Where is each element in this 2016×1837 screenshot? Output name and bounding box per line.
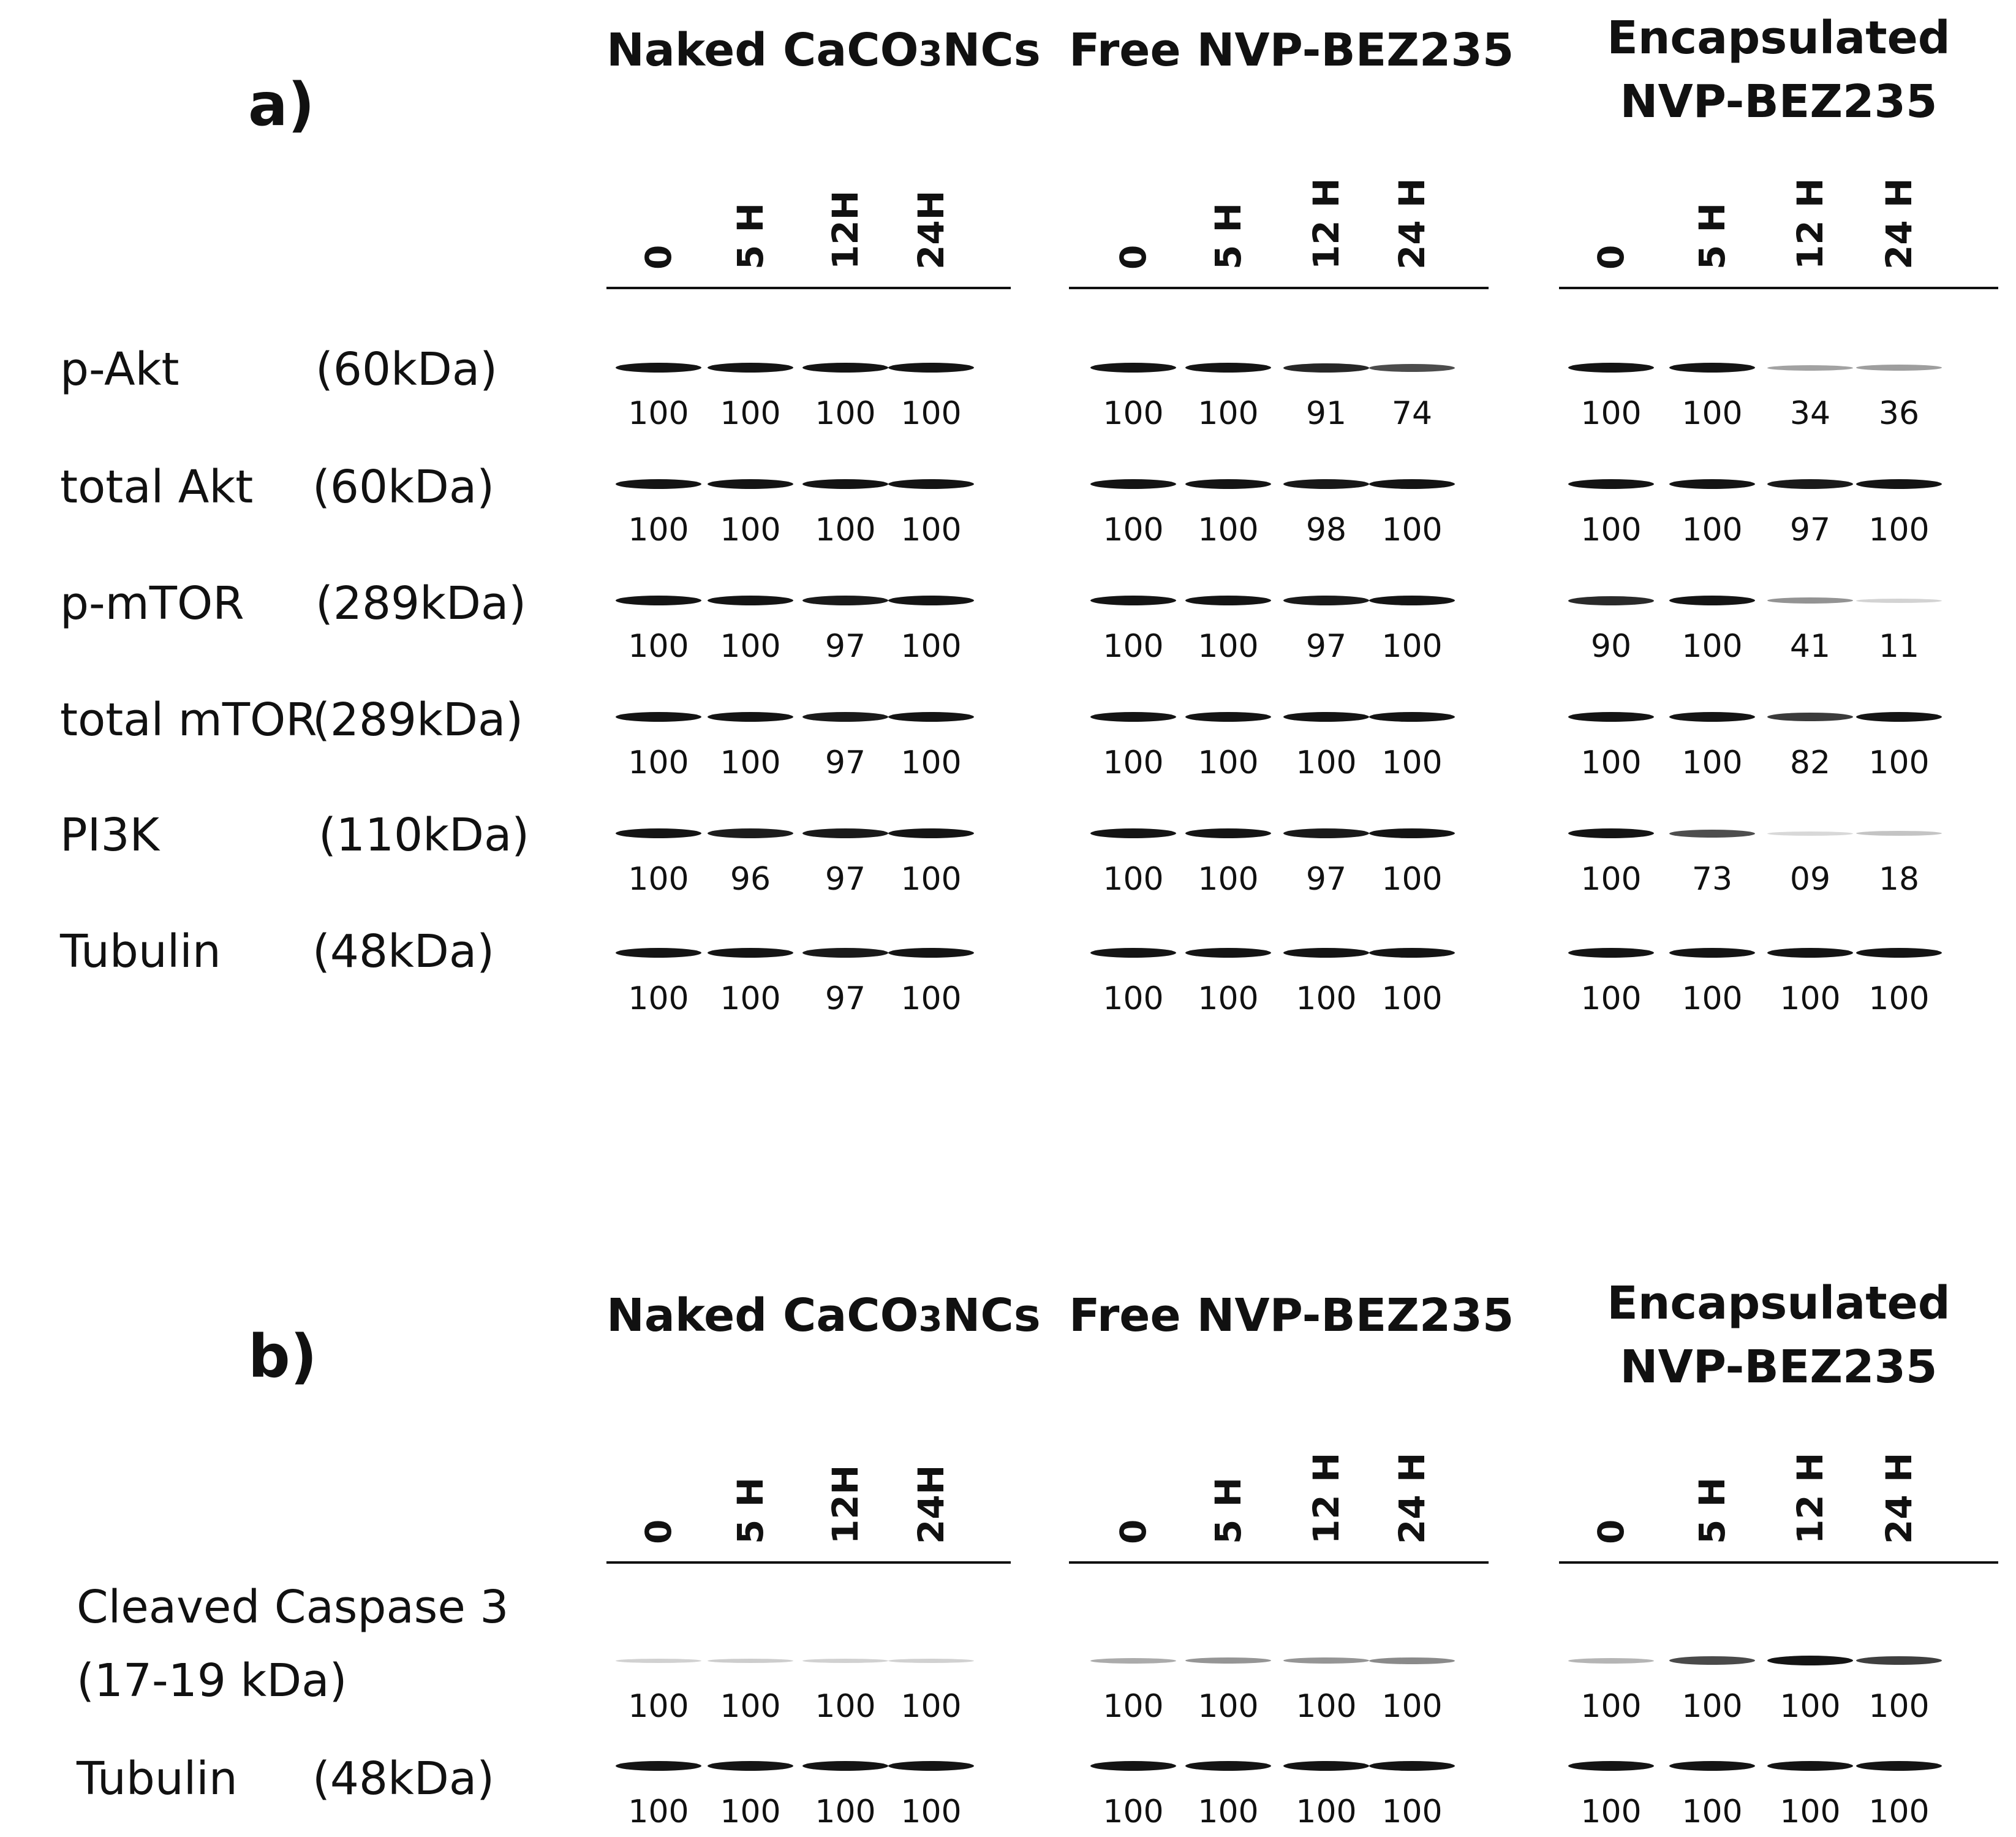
densitometry-value: 97: [825, 861, 866, 898]
protein-band: [1369, 479, 1455, 489]
protein-band: [1568, 363, 1654, 373]
timepoint-label: 5 H: [1691, 202, 1733, 270]
protein-band: [1669, 948, 1755, 958]
group-title: [606, 1284, 1041, 1352]
protein-band: [802, 1659, 888, 1663]
densitometry-value: 100: [815, 1793, 876, 1830]
group-title: [1069, 1284, 1514, 1347]
densitometry-value: 97: [1305, 861, 1347, 898]
protein-band: [1669, 596, 1755, 605]
protein-band: [1767, 597, 1853, 604]
protein-band: [1185, 363, 1271, 373]
protein-band: [1767, 948, 1853, 958]
densitometry-value: 100: [1780, 1793, 1841, 1830]
molecular-weight-label: (289kDa): [315, 577, 527, 630]
protein-band: [1369, 1761, 1455, 1771]
group-title: [606, 18, 1041, 86]
densitometry-value: 97: [825, 628, 866, 665]
densitometry-value: 100: [900, 512, 962, 548]
protein-band: [1767, 1656, 1853, 1665]
densitometry-value: 97: [1789, 512, 1831, 548]
densitometry-value: 100: [1381, 744, 1443, 781]
protein-band: [1568, 712, 1654, 722]
protein-band: [1369, 364, 1455, 372]
protein-band: [802, 596, 888, 605]
blot-strip: [1063, 706, 1470, 728]
densitometry-value: 82: [1789, 744, 1831, 781]
protein-label: Tubulin: [77, 1752, 238, 1805]
protein-band: [1283, 712, 1369, 722]
protein-band: [1185, 828, 1271, 838]
timepoint-label: 12 H: [1305, 1452, 1347, 1544]
protein-band: [888, 712, 974, 722]
densitometry-value: 100: [1580, 1688, 1642, 1725]
group-title-line: NVP-BEZ235: [1620, 1341, 1938, 1393]
densitometry-value: 100: [1103, 1688, 1164, 1725]
protein-band: [1369, 712, 1455, 722]
group-title-text: Naked CaCO: [606, 24, 919, 77]
densitometry-value: 34: [1789, 395, 1831, 432]
blot-strip: [600, 706, 992, 728]
densitometry-value: 100: [1103, 744, 1164, 781]
panel-label: a): [248, 70, 315, 139]
densitometry-value: 100: [900, 861, 962, 898]
densitometry-value: 100: [900, 395, 962, 432]
densitometry-value: 100: [1682, 512, 1743, 548]
densitometry-value: 100: [1682, 1793, 1743, 1830]
protein-label: total Akt: [60, 461, 254, 513]
densitometry-value: 100: [1381, 980, 1443, 1017]
blot-strip: [1553, 1650, 1980, 1672]
protein-band: [888, 596, 974, 605]
protein-band: [616, 596, 701, 605]
timepoint-label: 24 H: [1878, 178, 1920, 270]
densitometry-value: 11: [1878, 628, 1920, 665]
protein-band: [1767, 1761, 1853, 1771]
densitometry-value: 09: [1789, 861, 1831, 898]
densitometry-value: 100: [1580, 744, 1642, 781]
protein-band: [802, 712, 888, 722]
protein-band: [1090, 712, 1176, 722]
densitometry-value: 100: [1868, 1688, 1930, 1725]
molecular-weight-label: (17-19 kDa): [77, 1654, 347, 1707]
protein-band: [1856, 712, 1942, 722]
protein-band: [802, 1761, 888, 1771]
timepoint-label: 12 H: [1789, 1452, 1831, 1544]
blot-strip: [600, 473, 992, 495]
protein-band: [616, 1761, 701, 1771]
molecular-weight-label: (60kDa): [312, 461, 495, 513]
group-title-subscript: 3: [918, 1300, 943, 1339]
timepoint-label: 12 H: [1789, 178, 1831, 270]
group-title: [1559, 6, 1998, 134]
densitometry-value: 90: [1590, 628, 1632, 665]
timepoint-label: 5 H: [1207, 1477, 1249, 1544]
densitometry-value: 100: [1780, 980, 1841, 1017]
protein-band: [1568, 1761, 1654, 1771]
protein-band: [1568, 596, 1654, 605]
blot-strip: [600, 942, 992, 964]
densitometry-value: 100: [1296, 1688, 1357, 1725]
densitometry-value: 100: [720, 628, 781, 665]
protein-band: [1568, 828, 1654, 838]
densitometry-value: 100: [1868, 744, 1930, 781]
protein-band: [1283, 948, 1369, 958]
densitometry-value: 97: [1305, 628, 1347, 665]
protein-band: [1369, 1657, 1455, 1664]
densitometry-value: 100: [1381, 861, 1443, 898]
protein-band: [708, 596, 793, 605]
densitometry-value: 98: [1305, 512, 1347, 548]
densitometry-value: 100: [720, 1793, 781, 1830]
protein-band: [1856, 1761, 1942, 1771]
densitometry-value: 100: [1381, 512, 1443, 548]
protein-band: [1090, 828, 1176, 838]
timepoint-label: 12H: [825, 1464, 866, 1544]
protein-band: [1568, 1658, 1654, 1664]
protein-band: [1669, 712, 1755, 722]
densitometry-value: 100: [1198, 1688, 1259, 1725]
blot-strip: [1063, 357, 1470, 379]
protein-band: [1669, 363, 1755, 373]
timepoint-label: 0: [1590, 1519, 1632, 1544]
protein-band: [888, 479, 974, 489]
protein-band: [1767, 365, 1853, 371]
protein-band: [708, 828, 793, 838]
protein-band: [1856, 831, 1942, 836]
timepoint-label: 5 H: [1207, 202, 1249, 270]
densitometry-value: 100: [628, 628, 689, 665]
densitometry-value: 100: [628, 744, 689, 781]
timepoint-label: 5 H: [730, 1477, 771, 1544]
densitometry-value: 100: [1580, 395, 1642, 432]
blot-strip: [1553, 1755, 1980, 1777]
protein-label: Tubulin: [60, 925, 221, 978]
protein-band: [1369, 828, 1455, 838]
densitometry-value: 100: [1198, 1793, 1259, 1830]
densitometry-value: 100: [1381, 628, 1443, 665]
blot-strip: [600, 1650, 992, 1672]
protein-band: [888, 363, 974, 373]
densitometry-value: 100: [1868, 1793, 1930, 1830]
densitometry-value: 74: [1391, 395, 1433, 432]
protein-band: [708, 948, 793, 958]
protein-band: [1669, 830, 1755, 838]
densitometry-value: 100: [1780, 1688, 1841, 1725]
group-underline: [1069, 287, 1489, 289]
protein-band: [1090, 1658, 1176, 1664]
densitometry-value: 100: [1580, 1793, 1642, 1830]
densitometry-value: 41: [1789, 628, 1831, 665]
densitometry-value: 100: [1198, 861, 1259, 898]
densitometry-value: 100: [1198, 512, 1259, 548]
protein-band: [616, 948, 701, 958]
protein-band: [1856, 1656, 1942, 1665]
protein-band: [888, 948, 974, 958]
timepoint-label: 24 H: [1878, 1452, 1920, 1544]
densitometry-value: 100: [900, 980, 962, 1017]
blot-strip: [600, 589, 992, 612]
protein-band: [708, 363, 793, 373]
blot-strip: [600, 822, 992, 844]
group-title-text: NCs: [942, 1289, 1041, 1342]
densitometry-value: 36: [1878, 395, 1920, 432]
densitometry-value: 100: [1580, 980, 1642, 1017]
group-underline: [1069, 1561, 1489, 1564]
timepoint-label: 24 H: [1391, 178, 1433, 270]
densitometry-value: 100: [1198, 744, 1259, 781]
group-underline: [1559, 287, 1998, 289]
densitometry-value: 18: [1878, 861, 1920, 898]
protein-label: PI3K: [60, 809, 160, 862]
protein-band: [616, 828, 701, 838]
protein-band: [616, 1659, 701, 1663]
densitometry-value: 100: [1580, 512, 1642, 548]
densitometry-value: 100: [720, 980, 781, 1017]
timepoint-label: 12H: [825, 190, 866, 270]
protein-band: [1283, 596, 1369, 605]
panel-label: b): [248, 1322, 317, 1391]
protein-band: [616, 712, 701, 722]
group-underline: [606, 1561, 1011, 1564]
timepoint-label: 24H: [910, 190, 952, 270]
densitometry-value: 100: [720, 744, 781, 781]
molecular-weight-label: (60kDa): [315, 343, 498, 396]
protein-band: [1669, 479, 1755, 489]
molecular-weight-label: (289kDa): [312, 694, 524, 746]
timepoint-label: 0: [1112, 244, 1154, 270]
molecular-weight-label: (48kDa): [312, 925, 495, 978]
densitometry-value: 100: [1296, 1793, 1357, 1830]
protein-band: [1856, 948, 1942, 958]
blot-strip: [600, 357, 992, 379]
protein-band: [1369, 596, 1455, 605]
densitometry-value: 100: [1868, 512, 1930, 548]
blot-strip: [1553, 822, 1980, 844]
protein-band: [1856, 479, 1942, 489]
densitometry-value: 100: [815, 512, 876, 548]
densitometry-value: 100: [1682, 744, 1743, 781]
blot-strip: [1553, 589, 1980, 612]
protein-band: [1185, 948, 1271, 958]
densitometry-value: 100: [720, 1688, 781, 1725]
densitometry-value: 100: [628, 980, 689, 1017]
protein-band: [1856, 599, 1942, 603]
densitometry-value: 100: [720, 395, 781, 432]
timepoint-label: 0: [638, 244, 679, 270]
blot-strip: [1063, 589, 1470, 612]
protein-band: [1283, 1761, 1369, 1771]
densitometry-value: 100: [1103, 980, 1164, 1017]
protein-band: [1185, 712, 1271, 722]
protein-band: [1090, 948, 1176, 958]
protein-label: Cleaved Caspase 3: [77, 1581, 509, 1634]
protein-band: [1283, 479, 1369, 489]
densitometry-value: 97: [825, 980, 866, 1017]
blot-strip: [1553, 706, 1980, 728]
group-underline: [606, 287, 1011, 289]
densitometry-value: 100: [900, 744, 962, 781]
group-title: [1069, 18, 1514, 82]
densitometry-value: 100: [1296, 980, 1357, 1017]
densitometry-value: 100: [1103, 395, 1164, 432]
densitometry-value: 100: [628, 395, 689, 432]
protein-band: [1767, 479, 1853, 489]
group-title-line: Encapsulated: [1607, 1277, 1950, 1330]
timepoint-label: 5 H: [730, 202, 771, 270]
protein-band: [1283, 363, 1369, 373]
protein-band: [1767, 831, 1853, 836]
densitometry-value: 100: [1198, 395, 1259, 432]
protein-band: [1369, 948, 1455, 958]
protein-band: [708, 1659, 793, 1663]
protein-band: [1090, 363, 1176, 373]
molecular-weight-label: (110kDa): [319, 809, 530, 862]
densitometry-value: 100: [900, 1793, 962, 1830]
densitometry-value: 73: [1691, 861, 1733, 898]
protein-band: [616, 479, 701, 489]
densitometry-value: 100: [1682, 395, 1743, 432]
protein-band: [1856, 365, 1942, 371]
timepoint-label: 24H: [910, 1464, 952, 1544]
protein-band: [708, 479, 793, 489]
blot-strip: [600, 1755, 992, 1777]
group-title-line: Free NVP-BEZ235: [1069, 1289, 1514, 1342]
densitometry-value: 100: [1381, 1688, 1443, 1725]
protein-band: [802, 479, 888, 489]
protein-band: [1669, 1761, 1755, 1771]
molecular-weight-label: (48kDa): [312, 1752, 495, 1805]
densitometry-value: 100: [1682, 628, 1743, 665]
group-title-line: Free NVP-BEZ235: [1069, 24, 1514, 77]
protein-band: [616, 363, 701, 373]
group-title-line: Encapsulated: [1607, 12, 1950, 64]
timepoint-label: 12 H: [1305, 178, 1347, 270]
protein-band: [1090, 1761, 1176, 1771]
densitometry-value: 97: [825, 744, 866, 781]
densitometry-value: 100: [1198, 980, 1259, 1017]
timepoint-label: 0: [1112, 1519, 1154, 1544]
protein-band: [888, 1659, 974, 1663]
blot-strip: [1063, 942, 1470, 964]
densitometry-value: 100: [1103, 512, 1164, 548]
protein-band: [1283, 828, 1369, 838]
densitometry-value: 100: [628, 1793, 689, 1830]
group-title-text: Naked CaCO: [606, 1289, 919, 1342]
group-underline: [1559, 1561, 1998, 1564]
blot-strip: [1553, 942, 1980, 964]
protein-band: [1185, 596, 1271, 605]
densitometry-value: 91: [1305, 395, 1347, 432]
protein-band: [802, 363, 888, 373]
densitometry-value: 100: [900, 628, 962, 665]
blot-strip: [1063, 1755, 1470, 1777]
densitometry-value: 100: [1682, 1688, 1743, 1725]
protein-band: [1090, 479, 1176, 489]
group-title: [1559, 1271, 1998, 1399]
protein-band: [802, 948, 888, 958]
densitometry-value: 100: [1103, 628, 1164, 665]
protein-band: [708, 712, 793, 722]
group-title-text: NCs: [942, 24, 1041, 77]
protein-band: [1185, 1657, 1271, 1664]
densitometry-value: 100: [1103, 1793, 1164, 1830]
timepoint-label: 0: [1590, 244, 1632, 270]
blot-strip: [1063, 1650, 1470, 1672]
densitometry-value: 100: [815, 395, 876, 432]
protein-band: [708, 1761, 793, 1771]
protein-band: [1767, 713, 1853, 721]
protein-band: [1669, 1656, 1755, 1665]
timepoint-label: 5 H: [1691, 1477, 1733, 1544]
densitometry-value: 100: [1296, 744, 1357, 781]
densitometry-value: 100: [1580, 861, 1642, 898]
blot-strip: [1063, 822, 1470, 844]
densitometry-value: 100: [1381, 1793, 1443, 1830]
protein-band: [1568, 948, 1654, 958]
group-title-line: NVP-BEZ235: [1620, 75, 1938, 128]
protein-label: p-mTOR: [60, 577, 244, 630]
densitometry-value: 96: [730, 861, 771, 898]
densitometry-value: 100: [1198, 628, 1259, 665]
densitometry-value: 100: [1103, 861, 1164, 898]
timepoint-label: 24 H: [1391, 1452, 1433, 1544]
densitometry-value: 100: [720, 512, 781, 548]
protein-band: [802, 828, 888, 838]
blot-strip: [1553, 357, 1980, 379]
densitometry-value: 100: [628, 512, 689, 548]
protein-band: [1185, 1761, 1271, 1771]
densitometry-value: 100: [1868, 980, 1930, 1017]
protein-label: p-Akt: [60, 343, 179, 396]
protein-band: [888, 828, 974, 838]
densitometry-value: 100: [1682, 980, 1743, 1017]
protein-band: [1090, 596, 1176, 605]
densitometry-value: 100: [628, 861, 689, 898]
protein-band: [1185, 479, 1271, 489]
densitometry-value: 100: [900, 1688, 962, 1725]
timepoint-label: 0: [638, 1519, 679, 1544]
protein-band: [1568, 479, 1654, 489]
protein-band: [1283, 1657, 1369, 1664]
blot-strip: [1063, 473, 1470, 495]
protein-label: total mTOR: [60, 694, 317, 746]
blot-strip: [1553, 473, 1980, 495]
group-title-subscript: 3: [918, 34, 943, 74]
protein-band: [888, 1761, 974, 1771]
densitometry-value: 100: [628, 1688, 689, 1725]
densitometry-value: 100: [815, 1688, 876, 1725]
